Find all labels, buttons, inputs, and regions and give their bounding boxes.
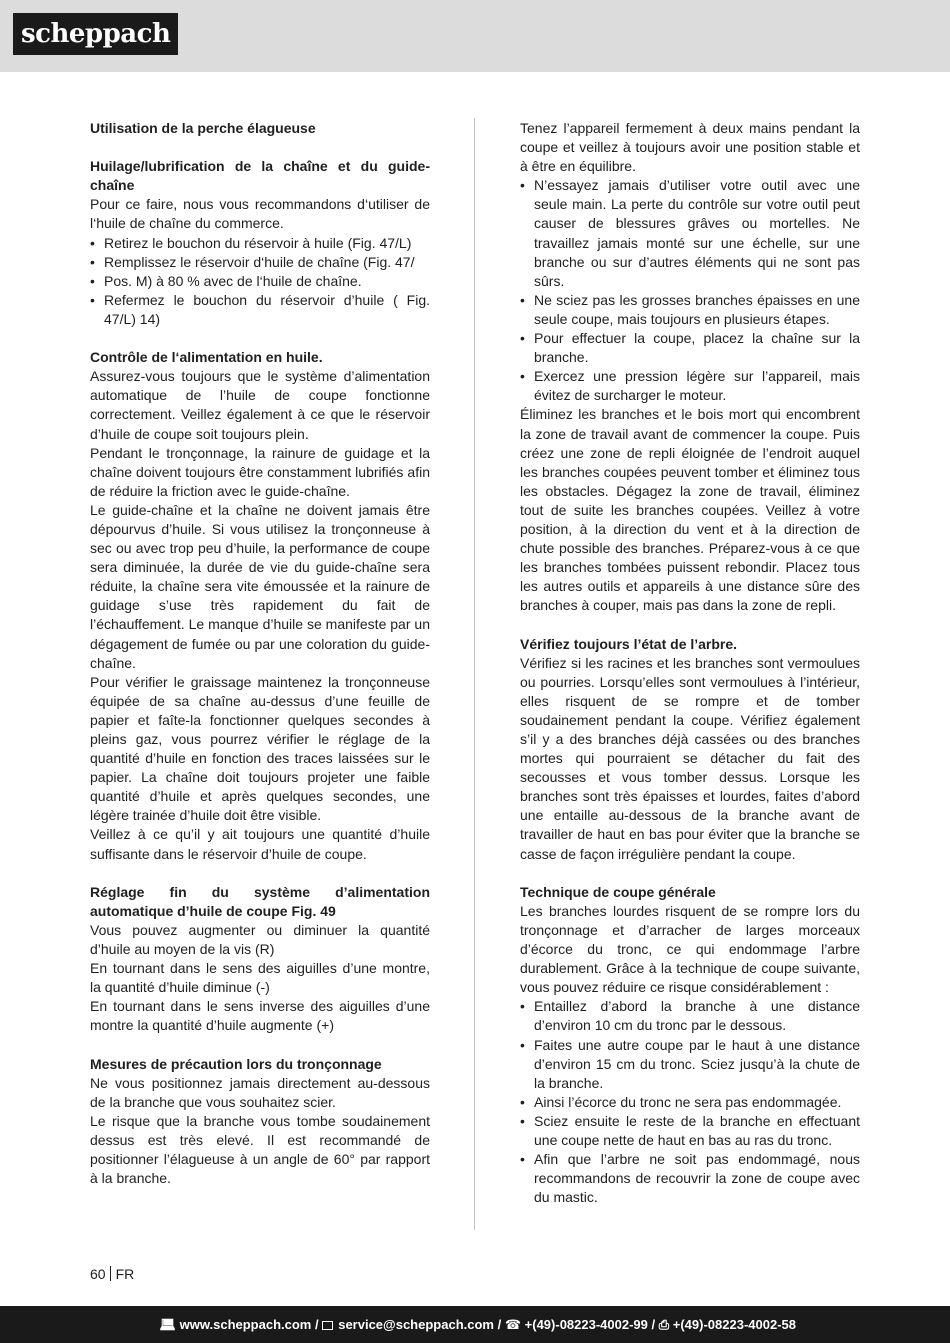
list-item: • Pour effectuer la coupe, placez la chaîne sur la branche. [520, 329, 860, 367]
section-title: Utilisation de la perche élagueuse [90, 120, 316, 136]
footer-fax: +(49)-08223-4002-58 [672, 1317, 796, 1332]
paragraph: Pendant le tronçonnage, la rainure de guidage et la chaîne doivent toujours être constamment lubrifiés afin de réduire la friction avec le guide-chaîne. [90, 444, 430, 499]
paragraph: Vous pouvez augmenter ou diminuer la quantité d’huile au moyen de la vis (R) [90, 921, 430, 958]
paragraph: Ne vous positionnez jamais directement au-dessous de la branche que vous souhaitez scier. [90, 1074, 430, 1110]
list-item: • Afin que l’arbre ne soit pas endommagé, nous recommandons de recouvrir la zone de coupe avec du mastic. [520, 1150, 860, 1207]
paragraph: Le risque que la branche vous tombe soudainement dessus est très elevé. Il est recommandé de positionner l’élagueuse à un angle de 60° par rapport à la branche. [90, 1112, 430, 1187]
technique-list [520, 997, 860, 1207]
footer-bar: 💻︎ www.scheppach.com / service@scheppach.com / ☎ +(49)-08223-4002-99 / ⎙ +(49)-08223-4002-58 [0, 1306, 950, 1343]
left-column [90, 119, 430, 1188]
list-item: • Retirez le bouchon du réservoir à huile (Fig. 47/L) [90, 234, 430, 253]
right-column [520, 119, 860, 1207]
paragraph: Le guide-chaîne et la chaîne ne doivent jamais être dépourvus d’huile. Si vous utilisez la tronçonneuse à sec ou avec trop peu d’huile, la performance de coupe sera diminuée, la durée de vie du guide-chaîne sera réduite, la chaîne sera vite émoussée et la rainure de guidage s’use très rapidement du fait de l’échauffement. Le manque d’huile se manifeste par un dégagement de fumée ou par une coloration du guide-chaîne. [90, 501, 430, 671]
list-item: • Pos. M) à 80 % avec de l‘huile de chaîne. [90, 272, 430, 291]
phone-icon: ☎ [504, 1317, 522, 1332]
paragraph: Tenez l’appareil fermement à deux mains pendant la coupe et veillez à toujours avoir une position stable et à être en équilibre. [520, 120, 860, 175]
heading-oil-supply: Contrôle de l‘alimentation en huile. [90, 349, 323, 366]
fax-icon: ⎙ [658, 1317, 670, 1332]
paragraph: Éliminez les branches et le bois mort qui encombrent la zone de travail avant de commencer la coupe. Puis créez une zone de repli éloignée de l’endroit auquel les branches coupées peuvent tomber et éliminez tous les obstacles. Dégagez la zone de travail, éliminez tout de suite les branches coupées. Veillez à votre position, à la direction du vent et à la direction de chute possible des branches. Préparez-vous à ce que les branches tombées puissent rebondir. Placez tous les autres outils et appareils à une distance sûre des branches à couper, mais pas dans la zone de repli. [520, 406, 860, 614]
scheppach-logo: scheppach [13, 13, 178, 55]
oiling-steps [90, 234, 430, 329]
page-number [90, 1266, 134, 1282]
oiling-intro: Pour ce faire, nous vous recommandons d‘utiliser de l‘huile de chaîne du commerce. [90, 196, 430, 232]
paragraph: Veillez à ce qu’il y ait toujours une quantité d’huile suffisante dans le réservoir d’huile de coupe. [90, 826, 430, 862]
column-divider [474, 118, 475, 1230]
mail-icon [322, 1321, 333, 1330]
paragraph: Pour vérifier le graissage maintenez la tronçonneuse équipée de sa chaîne au-dessus d’une feuille de papier et faîte-la fonctionner quelques secondes à pleins gaz, vous pourrez vérifier le réglage de la quantité d’huile en fonction des traces laissées sur le papier. La chaîne doit toujours projeter une faible quantité d’huile et après quelques secondes, une légère trainée d’huile doit être visible. [90, 673, 430, 824]
paragraph: Assurez-vous toujours que le système d’alimentation automatique de l’huile de coupe fonctionne correctement. Veillez également à ce que le réservoir d’huile de coupe soit toujours plein. [90, 368, 430, 442]
heading-oiling: Huilage/lubrification de la chaîne et du guide-chaîne [90, 158, 430, 194]
paragraph: En tournant dans le sens inverse des aiguilles d’une montre la quantité d’huile augmente (+) [90, 998, 430, 1034]
list-item: • Remplissez le réservoir d‘huile de chaîne (Fig. 47/ [90, 253, 430, 272]
list-item: • Ainsi l’écorce du tronc ne sera pas endommagée. [520, 1093, 860, 1112]
list-item: • Refermez le bouchon du réservoir d’huile ( Fig. 47/L) 14) [90, 291, 430, 329]
heading-precautions: Mesures de précaution lors du tronçonnage [90, 1055, 382, 1072]
heading-fine-adjustment: Réglage fin du système d’alimentation automatique d’huile de coupe Fig. 49 [90, 883, 430, 919]
paragraph: Vérifiez si les racines et les branches sont vermoulues ou pourries. Lorsqu’elles sont vermoulues à l’intérieur, elles risquent de se rompre et de tomber soudainement pendant la coupe. Vérifiez également s’il y a des branches déjà cassées ou des branches mortes qui pourraient se détacher du fait des secousses et vous tomber dessus. Lorsque les branches sont très épaisses et lourdes, faites d’abord une entaille au-dessous de la branche avant de travailler de haut en bas pour éviter que la branche se casse de façon irrégulière pendant la coupe. [520, 654, 860, 862]
footer-phone: +(49)-08223-4002-99 [524, 1317, 648, 1332]
safety-list [520, 176, 860, 405]
heading-tree-condition: Vérifiez toujours l’état de l’arbre. [520, 635, 738, 652]
list-item: • Sciez ensuite le reste de la branche en effectuant une coupe nette de haut en bas au ras du tronc. [520, 1112, 860, 1150]
page-language: FR [115, 1266, 135, 1282]
footer-email[interactable]: service@scheppach.com [338, 1317, 494, 1332]
list-item: • Entaillez d’abord la branche à une distance d’environ 10 cm du tronc par le dessous. [520, 997, 860, 1035]
heading-cutting-technique: Technique de coupe générale [520, 883, 716, 900]
computer-icon: 💻︎ [159, 1317, 177, 1332]
header-band [0, 0, 950, 72]
footer-website[interactable]: www.scheppach.com [179, 1317, 312, 1332]
page-number-value: 60 [90, 1266, 106, 1282]
paragraph: Les branches lourdes risquent de se rompre lors du tronçonnage et d’arracher de larges morceaux d’écorce du tronc, ce qui endommage l’arbre durablement. Grâce à la technique de coupe suivante, vous pouvez réduire ce risque considérablement : [520, 902, 860, 996]
list-item: • Faites une autre coupe par le haut à une distance d’environ 15 cm du tronc. Sciez jusqu’à la chute de la branche. [520, 1036, 860, 1093]
list-item: • N’essayez jamais d’utiliser votre outil avec une seule main. La perte du contrôle sur votre outil peut causer de blessures grâves ou mortelles. Ne travaillez jamais monté sur une échelle, sur une branche ou sur d’autres éléments qui ne sont pas sûrs. [520, 176, 860, 291]
paragraph: En tournant dans le sens des aiguilles d’une montre, la quantité d’huile diminue (-) [90, 960, 430, 996]
list-item: • Exercez une pression légère sur l’appareil, mais évitez de surcharger le moteur. [520, 367, 860, 405]
list-item: • Ne sciez pas les grosses branches épaisses en une seule coupe, mais toujours en plusieurs étapes. [520, 291, 860, 329]
